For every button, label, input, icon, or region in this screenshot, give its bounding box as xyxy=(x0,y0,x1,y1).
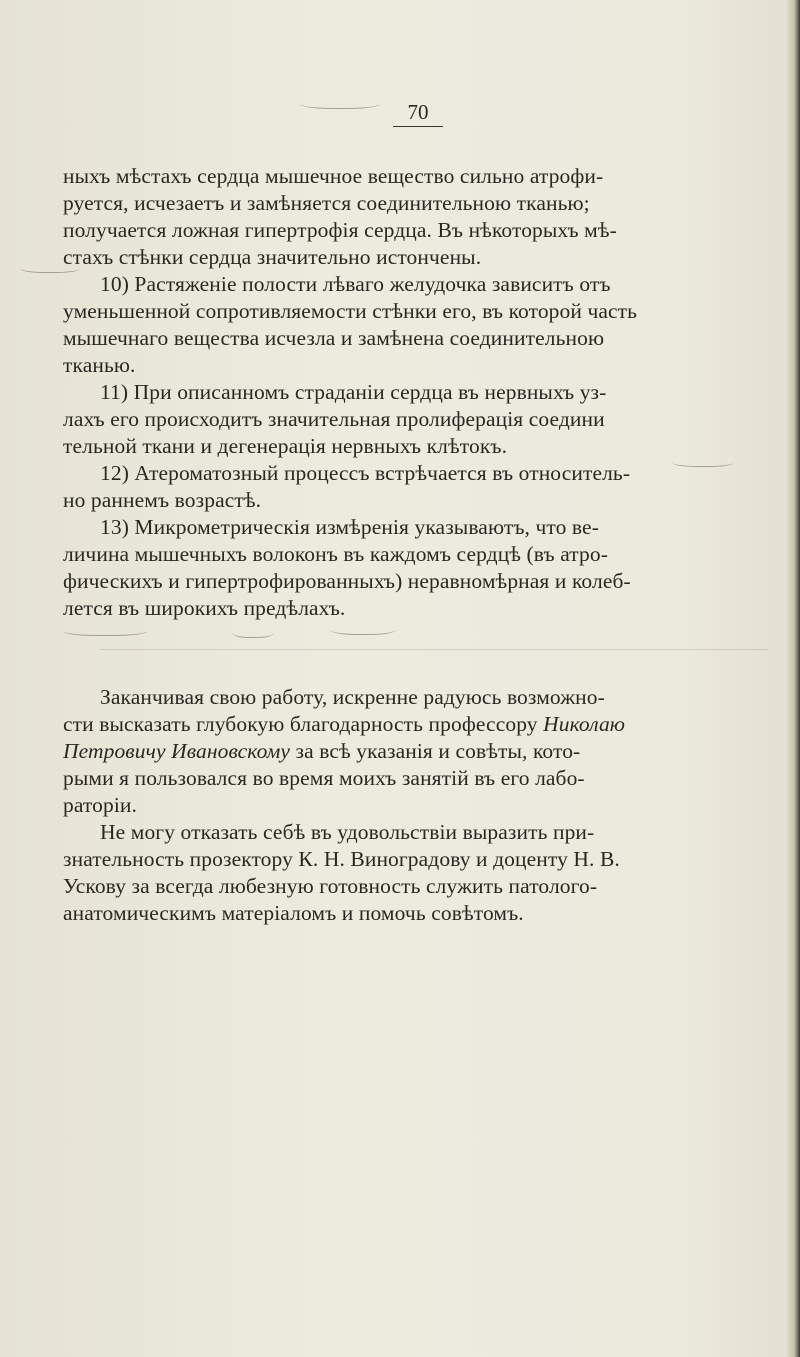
text-line: руется, исчезаетъ и замѣняется соединительною тканью; xyxy=(63,191,590,215)
page-edge-shadow xyxy=(786,0,800,1357)
text-line: рыми я пользовался во время моихъ занятій въ его лабо- xyxy=(63,766,585,790)
pencil-mark xyxy=(300,96,380,109)
text-line xyxy=(63,711,625,737)
text-line: мышечнаго вещества исчезла и замѣнена соединительною xyxy=(63,326,605,350)
pencil-mark xyxy=(330,622,396,635)
text-line: Заканчивая свою работу, искренне радуюсь возможно- xyxy=(100,685,605,709)
pencil-mark xyxy=(672,456,734,467)
text-line: 13) Микрометрическія измѣренія указываютъ, что ве- xyxy=(100,515,599,539)
text-line: знательность прозектору К. Н. Виноградову и доценту Н. В. xyxy=(63,847,620,871)
text-line: получается ложная гипертрофія сердца. Въ нѣкоторыхъ мѣ- xyxy=(63,218,617,242)
text-segment: за всѣ указанія и совѣты, кото- xyxy=(290,739,581,763)
text-line: уменьшенной сопротивляемости стѣнки его, въ которой часть xyxy=(63,299,638,323)
text-segment: сти высказать глубокую благодарность профессору xyxy=(63,712,544,736)
text-line: ныхъ мѣстахъ сердца мышечное вещество сильно атрофи- xyxy=(63,164,604,188)
text-line: стахъ стѣнки сердца значительно истончены. xyxy=(63,245,482,269)
pencil-mark xyxy=(232,625,274,638)
text-line: Не могу отказать себѣ въ удовольствіи выразить при- xyxy=(100,820,595,844)
text-line: лахъ его происходитъ значительная пролиферація соедини xyxy=(63,407,605,431)
text-line: 11) При описанномъ страданіи сердца въ нервныхъ уз- xyxy=(100,380,607,404)
italic-name: Петровичу Ивановскому xyxy=(63,739,291,763)
text-line xyxy=(63,738,580,764)
text-line: раторіи. xyxy=(63,793,138,817)
page-number: 70 xyxy=(393,100,443,127)
text-line: тельной ткани и дегенерація нервныхъ клѣтокъ. xyxy=(63,434,508,458)
text-line: лется въ широкихъ предѣлахъ. xyxy=(63,596,346,620)
text-line: 12) Атероматозный процессъ встрѣчается въ относитель- xyxy=(100,461,631,485)
pencil-mark xyxy=(62,623,148,636)
text-line: 10) Растяженіе полости лѣваго желудочка зависитъ отъ xyxy=(100,272,611,296)
separator xyxy=(100,649,768,650)
text-line: тканью. xyxy=(63,353,136,377)
italic-name: Николаю xyxy=(543,712,626,736)
text-line: фическихъ и гипертрофированныхъ) неравномѣрная и колеб- xyxy=(63,569,631,593)
text-line: личина мышечныхъ волоконъ въ каждомъ сердцѣ (въ атро- xyxy=(63,542,609,566)
text-line: Ускову за всегда любезную готовность служить патолого- xyxy=(63,874,598,898)
text-line: анатомическимъ матеріаломъ и помочь совѣтомъ. xyxy=(63,901,524,925)
text-line: но раннемъ возрастѣ. xyxy=(63,488,262,512)
